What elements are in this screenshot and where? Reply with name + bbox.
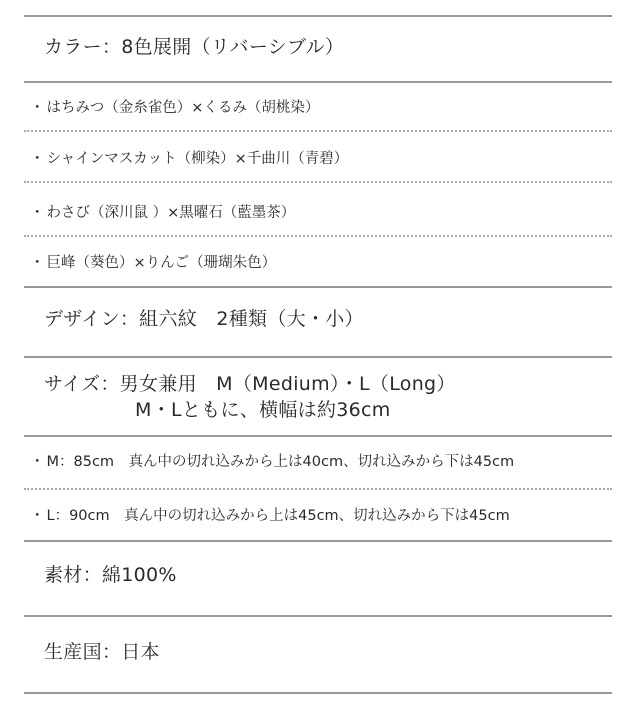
size-heading-line: サイズ：男女兼用 M（Medium）・L（Long） [44, 373, 456, 395]
product-spec-list [24, 0, 612, 715]
divider-solid [24, 81, 612, 83]
color-heading: カラー：8色展開（リバーシブル） [44, 36, 345, 58]
divider-dotted [24, 181, 612, 183]
size-item [30, 506, 510, 526]
bullet-mark: ・ [30, 454, 45, 470]
divider-dotted [24, 488, 612, 490]
bullet-mark: ・ [30, 100, 45, 116]
divider-solid [24, 15, 612, 17]
divider-solid [24, 286, 612, 288]
size-item-text: L：90cm 真ん中の切れ込みから上は45cm、切れ込みから下は45cm [46, 508, 510, 524]
color-item [30, 253, 276, 273]
design-heading: デザイン：組六紋 2種類（大・小） [44, 308, 364, 330]
color-item-text: シャインマスカット（柳染）×千曲川（青碧） [46, 151, 349, 167]
divider-dotted [24, 235, 612, 237]
divider-solid [24, 692, 612, 694]
size-item [30, 452, 514, 472]
origin-heading: 生産国：日本 [44, 641, 160, 663]
size-heading [44, 371, 456, 423]
color-item-text: わさび（深川鼠 ）×黒曜石（藍墨茶） [46, 205, 296, 221]
bullet-mark: ・ [30, 255, 45, 271]
color-item-text: はちみつ（金糸雀色）×くるみ（胡桃染） [46, 100, 320, 116]
material-heading: 素材：綿100% [44, 564, 177, 586]
divider-solid [24, 540, 612, 542]
color-item [30, 203, 295, 223]
color-item-text: 巨峰（葵色）×りんご（珊瑚朱色） [46, 255, 277, 271]
divider-solid [24, 356, 612, 358]
size-item-text: M：85cm 真ん中の切れ込みから上は40cm、切れ込みから下は45cm [46, 454, 515, 470]
divider-dotted [24, 130, 612, 132]
bullet-mark: ・ [30, 508, 45, 524]
divider-solid [24, 615, 612, 617]
color-item [30, 149, 348, 169]
bullet-mark: ・ [30, 205, 45, 221]
bullet-mark: ・ [30, 151, 45, 167]
divider-solid [24, 435, 612, 437]
size-width-note: M・Lともに、横幅は約36cm [135, 399, 391, 421]
color-item [30, 98, 319, 118]
